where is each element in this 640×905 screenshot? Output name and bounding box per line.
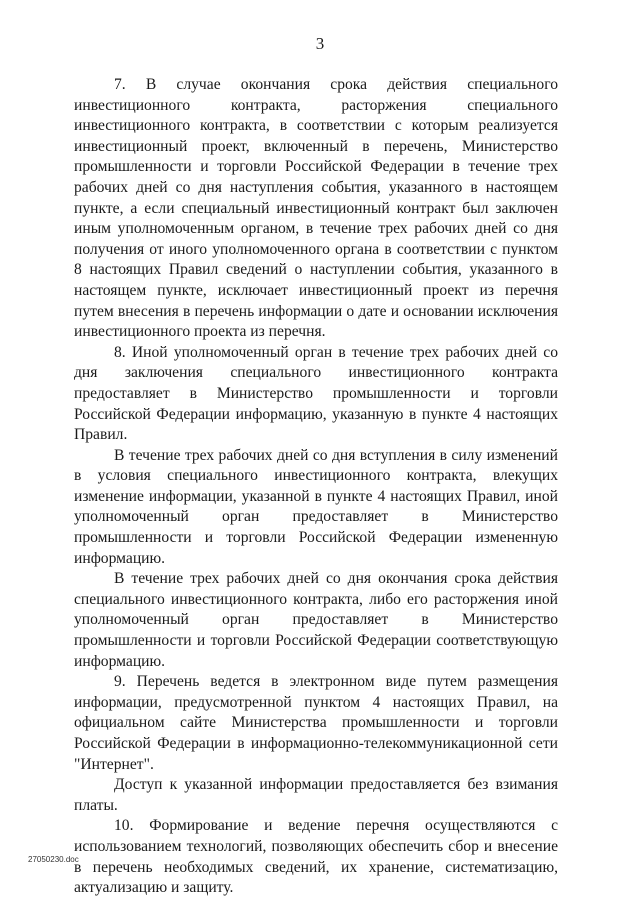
paragraph-8-termination: В течение трех рабочих дней со дня окончания срока действия специального инвестиционного контракта, либо его расторжения иной уполномоченный орган предоставляет в Министерство промышленности и торговли Российской Федерации соответствующую информацию. bbox=[74, 570, 558, 670]
document-file-code: 27050230.doc bbox=[28, 855, 79, 864]
paragraph-9: 9. Перечень ведется в электронном виде путем размещения информации, предусмотренной пунктом 4 настоящих Правил, на официальном сайте Министерства промышленности и торговли Российской Федерации в информационно-телекоммуникационной сети "Интернет". bbox=[74, 673, 558, 773]
paragraph-8-changes: В течение трех рабочих дней со дня вступления в силу изменений в условия специального инвестиционного контракта, влекущих изменение информации, указанной в пункте 4 настоящих Правил, иной уполномоченный орган предоставляет в Министерство промышленности и торговли Российской Федерации измененную информацию. bbox=[74, 446, 558, 567]
paragraph-9-access: Доступ к указанной информации предоставляется без взимания платы. bbox=[74, 776, 558, 814]
paragraph-10: 10. Формирование и ведение перечня осуществляются с использованием технологий, позволяющих обеспечить сбор и внесение в перечень необходимых сведений, их хранение, систематизацию, актуализацию и защиту. bbox=[74, 817, 558, 897]
document-body bbox=[74, 75, 558, 899]
paragraph-7: 7. В случае окончания срока действия специального инвестиционного контракта, расторжения специального инвестиционного контракта, в соответствии с которым реализуется инвестиционный проект, включенный в перечень, Министерство промышленности и торговли Российской Федерации в течение трех рабочих дней со дня наступления события, указанного в настоящем пункте, а если специальный инвестиционный контракт был заключен иным уполномоченным органом, в течение трех рабочих дней со дня получения от иного уполномоченного органа в соответствии с пунктом 8 настоящих Правил сведений о наступлении события, указанного в настоящем пункте, исключает инвестиционный проект из перечня путем внесения в перечень информации о дате и основании исключения инвестиционного проекта из перечня. bbox=[74, 76, 558, 341]
paragraph-8: 8. Иной уполномоченный орган в течение трех рабочих дней со дня заключения специального инвестиционного контракта предоставляет в Министерство промышленности и торговли Российской Федерации информацию, указанную в пункте 4 настоящих Правил. bbox=[74, 343, 558, 444]
page-number: 3 bbox=[315, 34, 325, 53]
